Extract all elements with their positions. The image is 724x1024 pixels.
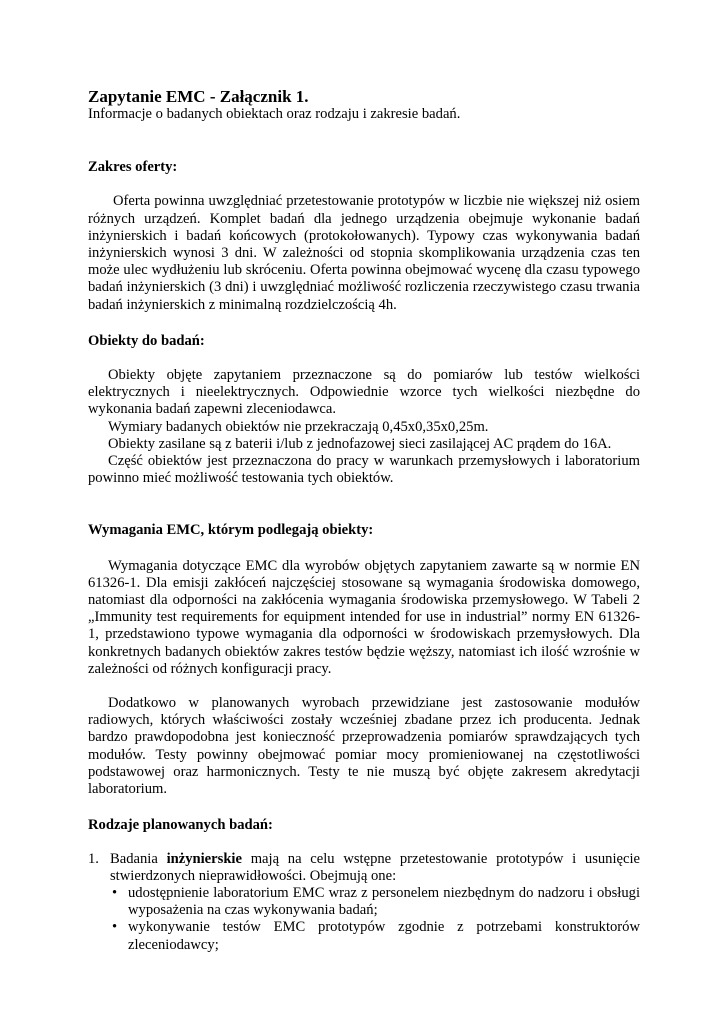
zakres-oferty-paragraph: Oferta powinna uwzględniać przetestowanie prototypów w liczbie nie większej niż osiem różnych urządzeń. Komplet badań dla jednego urządzenia obejmuje wykonanie badań inżynierskich i badań końcowych (protokołowanych). Typowy czas wykonywania badań inżynierskich wynosi 3 dni. W zależności od stopnia skomplikowania urządzenia czas ten może ulec wydłużeniu lub skróceniu. Oferta powinna obejmować wycenę dla czasu typowego badań inżynierskich (3 dni) i uwzględniać możliwość rozliczenia rzeczywistego czasu trwania badań inżynierskich z minimalną rozdzielczością 4h.	[88, 193, 640, 313]
page-subtitle: Informacje o badanych obiektach oraz rodzaju i zakresie badań.	[88, 106, 461, 122]
wymagania-paragraph-2: Dodatkowo w planowanych wyrobach przewidziane jest zastosowanie modułów radiowych, których właściwości zostały wcześniej zbadane przez ich producenta. Jednak bardzo prawdopodobna jest konieczność przeprowadzenia pomiarów sprawdzających tych modułów. Testy powinny obejmować pomiar mocy promieniowanej na częstotliwości podstawowej oraz harmonicznych. Testy te nie muszą być objęte zakresem akredytacji laboratorium.	[88, 695, 640, 798]
section-heading-rodzaje: Rodzaje planowanych badań:	[88, 817, 273, 834]
list-item	[88, 851, 640, 954]
planned-tests-list	[88, 851, 640, 954]
bullet-list	[110, 885, 640, 954]
section-heading-obiekty: Obiekty do badań:	[88, 332, 205, 349]
bullet-icon: •	[112, 884, 118, 901]
bullet-icon: •	[112, 919, 118, 936]
list-item-text	[110, 851, 640, 885]
bullet-text: udostępnienie laboratorium EMC wraz z personelem niezbędnym do nadzoru i obsługi wyposażenia na czas wykonywania badań;	[128, 884, 640, 919]
obiekty-paragraph-2: Wymiary badanych obiektów nie przekraczają 0,45x0,35x0,25m.	[108, 418, 489, 435]
list-item-bold-term: inżynierskie	[166, 850, 242, 867]
obiekty-paragraph-4: Część obiektów jest przeznaczona do pracy w warunkach przemysłowych i laboratorium powinno mieć możliwość testowania tych obiektów.	[88, 453, 640, 487]
bullet-item	[110, 919, 640, 953]
list-item-number: 1.	[88, 850, 99, 867]
obiekty-paragraph-1: Obiekty objęte zapytaniem przeznaczone są do pomiarów lub testów wielkości elektrycznych i nieelektrycznych. Odpowiednie wzorce tych wielkości niezbędne do wykonania badań zapewni zleceniodawca.	[88, 367, 640, 418]
section-heading-zakres-oferty: Zakres oferty:	[88, 159, 178, 176]
section-heading-wymagania: Wymagania EMC, którym podlegają obiekty:	[88, 522, 374, 539]
bullet-text: wykonywanie testów EMC prototypów zgodnie z potrzebami konstruktorów zleceniodawcy;	[128, 919, 640, 953]
obiekty-paragraph-3: Obiekty zasilane są z baterii i/lub z jednofazowej sieci zasilającej AC prądem do 16A.	[108, 435, 612, 452]
bullet-item	[110, 885, 640, 919]
page-title: Zapytanie EMC - Załącznik 1.	[88, 87, 309, 106]
wymagania-paragraph-1: Wymagania dotyczące EMC dla wyrobów objętych zapytaniem zawarte są w normie EN 61326-1. Dla emisji zakłóceń najczęściej stosowane są wymagania środowiska domowego, natomiast dla odporności na zakłócenia wymagania środowiska przemysłowego. W Tabeli 2 „Immunity test requirements for equipment intended for use in industrial” normy EN 61326-1, przedstawiono typowe wymagania dla odporności w środowiskach przemysłowych. Dla konkretnych badanych obiektów zakres testów będzie węższy, natomiast ich ilość wzrośnie w zależności od różnych konfiguracji pracy.	[88, 557, 640, 677]
list-item-lead: Badania	[110, 850, 158, 867]
document-content	[88, 87, 640, 954]
list-item-rest: mają na celu wstępne przetestowanie prototypów i usunięcie stwierdzonych nieprawidłowości. Obejmują one:	[110, 850, 641, 884]
